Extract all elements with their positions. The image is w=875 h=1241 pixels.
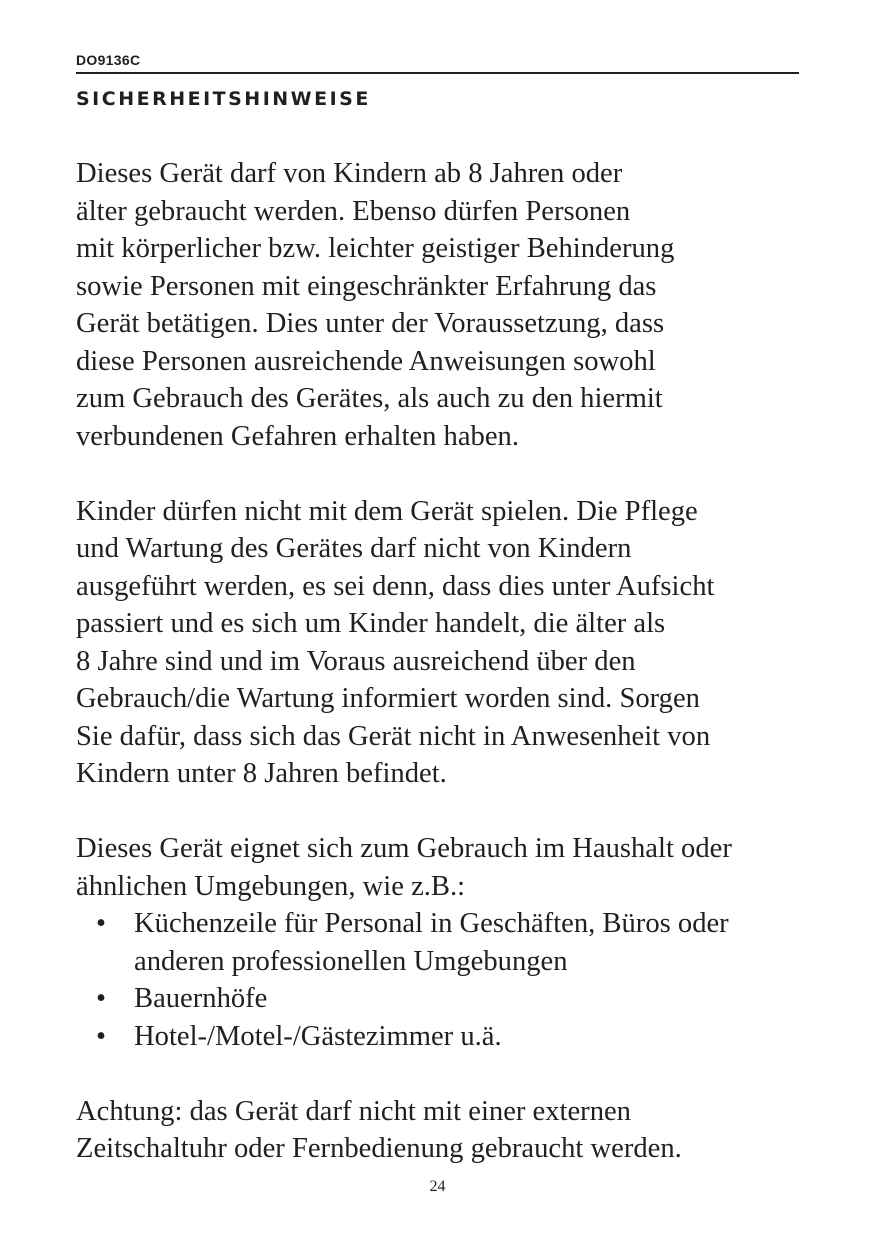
text-line: Sie dafür, dass sich das Gerät nicht in Anwesenheit von	[76, 720, 711, 752]
paragraph-children-supervision	[76, 493, 806, 793]
list-item-text: Küchenzeile für Personal in Geschäften, Büros oder	[134, 908, 729, 939]
page-number: 24	[429, 1178, 446, 1195]
text-line: Achtung: das Gerät darf nicht mit einer externen	[76, 1095, 631, 1127]
paragraph-intended-use	[76, 830, 806, 1055]
bullet-icon: •	[96, 908, 107, 939]
list-item	[76, 905, 806, 980]
text-line: passiert und es sich um Kinder handelt, die älter als	[76, 608, 666, 639]
header-divider	[76, 72, 799, 74]
text-line: ähnlichen Umgebungen, wie z.B.:	[76, 870, 466, 902]
page-title: sicherheitshinweise	[76, 81, 371, 112]
document-body	[76, 155, 806, 1205]
model-number: DO9136C	[76, 52, 141, 68]
list-item-text: anderen professionellen Umgebungen	[134, 945, 568, 977]
text-line: älter gebraucht werden. Ebenso dürfen Personen	[76, 195, 631, 227]
text-line: diese Personen ausreichende Anweisungen sowohl	[76, 345, 656, 377]
text-line: ausgeführt werden, es sei denn, dass dies unter Aufsicht	[76, 570, 715, 602]
text-line: sowie Personen mit eingeschränkter Erfahrung das	[76, 270, 657, 302]
paragraph-warning	[76, 1093, 806, 1168]
text-line: mit körperlicher bzw. leichter geistiger Behinderung	[76, 233, 675, 264]
text-line: Zeitschaltuhr oder Fernbedienung gebraucht werden.	[76, 1133, 682, 1164]
text-line: und Wartung des Gerätes darf nicht von Kindern	[76, 533, 632, 564]
text-line: Kinder dürfen nicht mit dem Gerät spielen. Die Pflege	[76, 495, 698, 527]
bullet-icon: •	[96, 1020, 107, 1052]
text-line: 8 Jahre sind und im Voraus ausreichend über den	[76, 645, 636, 677]
list-item-text: Bauernhöfe	[134, 983, 268, 1014]
list-item	[76, 980, 806, 1018]
text-line: verbundenen Gefahren erhalten haben.	[76, 420, 519, 452]
text-line: Gebrauch/die Wartung informiert worden sind. Sorgen	[76, 683, 700, 714]
text-line: Dieses Gerät darf von Kindern ab 8 Jahren oder	[76, 158, 623, 189]
bullet-icon: •	[96, 983, 107, 1014]
text-line: zum Gebrauch des Gerätes, als auch zu den hiermit	[76, 383, 663, 414]
text-line: Gerät betätigen. Dies unter der Voraussetzung, dass	[76, 308, 665, 339]
paragraph-age-restrictions	[76, 155, 806, 455]
text-line: Kindern unter 8 Jahren befindet.	[76, 758, 447, 789]
list-item-text: Hotel-/Motel-/Gästezimmer u.ä.	[134, 1020, 502, 1052]
usage-list	[76, 905, 806, 1055]
text-line: Dieses Gerät eignet sich zum Gebrauch im Haushalt oder	[76, 833, 732, 864]
list-item	[76, 1018, 806, 1056]
